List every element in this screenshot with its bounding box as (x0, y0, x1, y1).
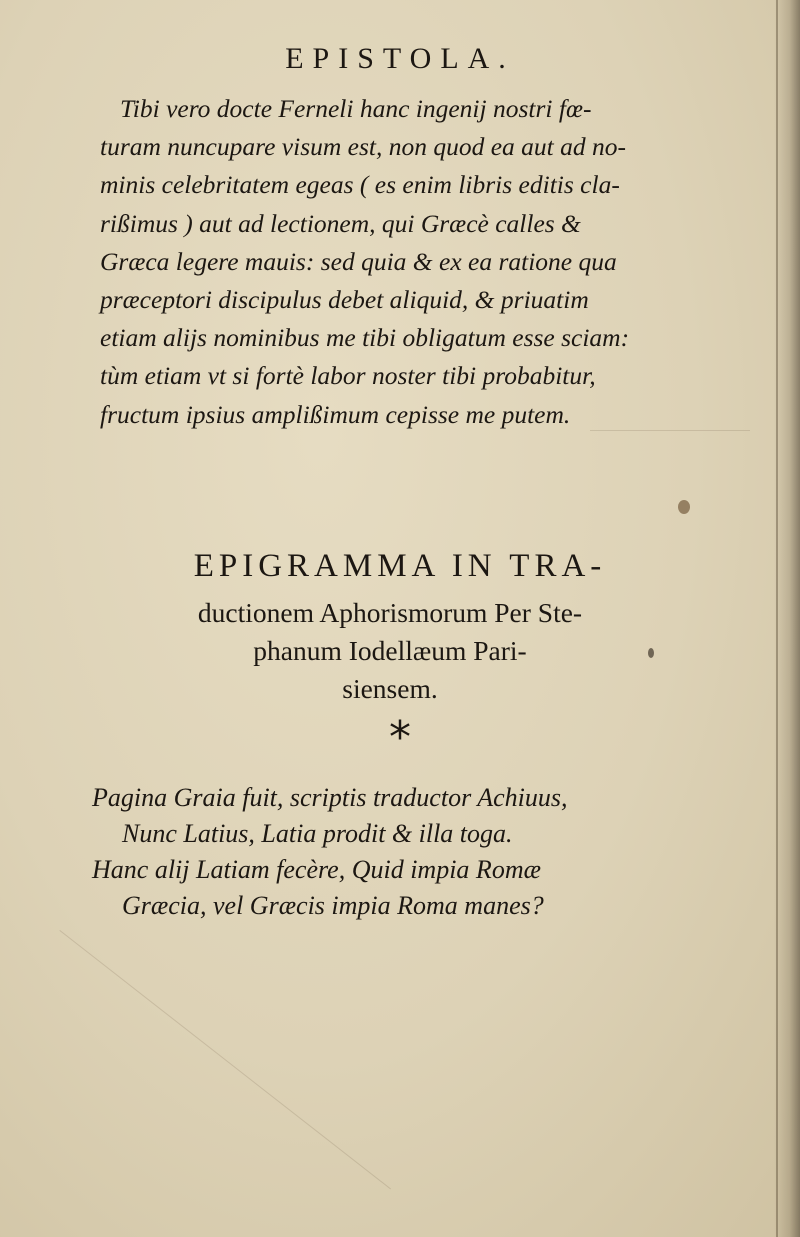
epigram-subtitle-line: siensem. (342, 673, 438, 704)
epistle-line: fructum ipsius amplißimum cepisse me putem. (100, 399, 571, 429)
page-heading: EPISTOLA. (285, 42, 515, 75)
page-edge-line (776, 0, 778, 1237)
epistle-line: minis celebritatem egeas ( es enim libris editis cla- (100, 170, 620, 200)
epigram-verse (92, 780, 692, 924)
epistle-line: Græca legere mauis: sed quia & ex ea ratione qua (100, 246, 617, 276)
epistle-line: præceptori discipulus debet aliquid, & priuatim (100, 285, 589, 315)
epistle-text (100, 90, 720, 434)
ink-stain (678, 500, 690, 514)
epigram-subtitle (130, 594, 650, 708)
epistle-line: tùm etiam vt si fortè labor noster tibi probabitur, (100, 361, 596, 391)
epigram-title: EPIGRAMMA IN TRA- (193, 548, 607, 584)
verse-line: Pagina Graia fuit, scriptis traductor Achiuus, (92, 783, 568, 812)
epistle-line: Tibi vero docte Ferneli hanc ingenij nostri fœ- (120, 94, 592, 123)
epigram-subtitle-line: ductionem Aphorismorum Per Ste- (197, 597, 583, 628)
verse-line: Nunc Latius, Latia prodit & illa toga. (122, 819, 513, 848)
bleed-through-line (59, 930, 391, 1189)
epigram-subtitle-line: phanum Iodellæum Pari- (253, 635, 527, 666)
epistle-line: etiam alijs nominibus me tibi obligatum esse sciam: (100, 323, 630, 353)
asterisk-ornament-icon: * (389, 712, 411, 763)
verse-line: Hanc alij Latiam fecère, Quid impia Romæ (92, 855, 541, 884)
epistle-line: rißimus ) aut ad lectionem, qui Græcè calles & (100, 208, 581, 238)
verse-line: Græcia, vel Græcis impia Roma manes? (122, 891, 544, 920)
epistle-line: turam nuncupare visum est, non quod ea aut ad no- (100, 132, 626, 162)
